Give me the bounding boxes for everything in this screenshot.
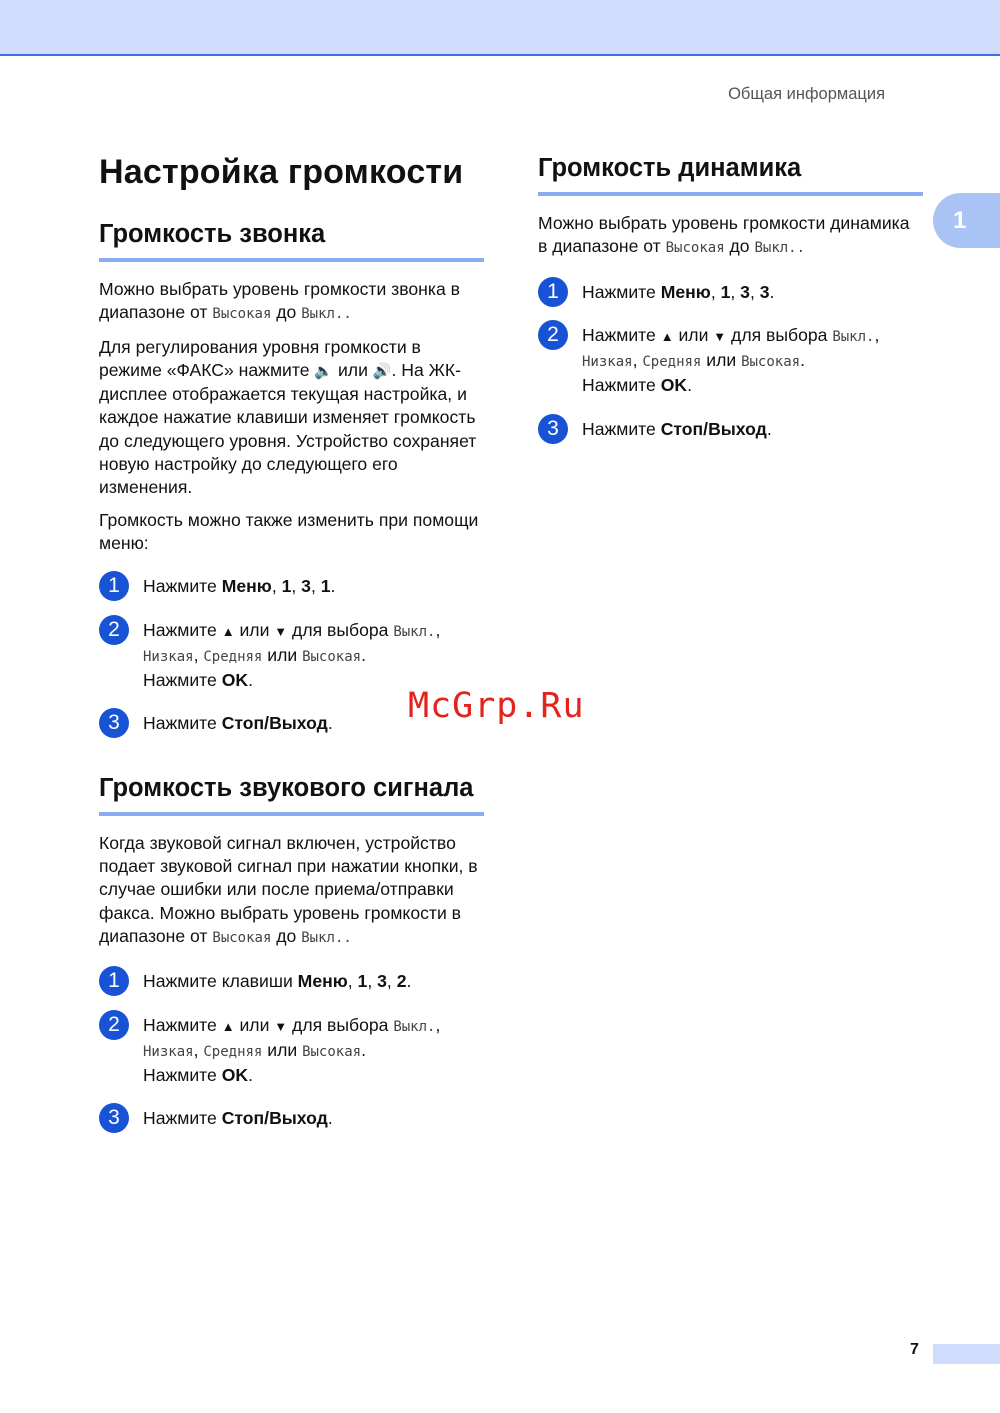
up-arrow-icon: ▲ [221, 1018, 235, 1034]
beep-volume-title: Громкость звукового сигнала [99, 773, 484, 816]
step-number-badge: 2 [538, 320, 568, 350]
chapter-tab: 1 [933, 193, 1000, 248]
step-item: 2 Нажмите ▲ или ▼ для выбора Выкл., Низкая, Средняя или Высокая. Нажмите OK. [99, 619, 484, 693]
step-item: 1 Нажмите Меню, 1, 3, 3. [538, 281, 923, 304]
step-number-badge: 1 [99, 966, 129, 996]
left-column [99, 150, 484, 1131]
ring-intro-paragraph: Можно выбрать уровень громкости звонка в диапазоне от Высокая до Выкл.. [99, 279, 460, 323]
step-number-badge: 1 [99, 571, 129, 601]
step-number-badge: 3 [99, 1103, 129, 1133]
volume-down-icon: 🔈 [314, 362, 334, 380]
step-number-badge: 1 [538, 277, 568, 307]
step-item: 2 Нажмите ▲ или ▼ для выбора Выкл., Низкая, Средняя или Высокая. Нажмите OK. [99, 1014, 484, 1088]
watermark: McGrp.Ru [408, 686, 585, 726]
up-arrow-icon: ▲ [660, 328, 674, 344]
step-item: 2 Нажмите ▲ или ▼ для выбора Выкл., Низкая, Средняя или Высокая. Нажмите OK. [538, 324, 923, 398]
beep-intro-paragraph: Когда звуковой сигнал включен, устройство подает звуковой сигнал при нажатии кнопки, в случае ошибки или после приема/отправки факса. Можно выбрать уровень громкости в диапазоне от Высокая до Выкл.. [99, 832, 478, 946]
top-band [0, 0, 1000, 56]
section-header-title: Общая информация [728, 85, 885, 103]
step-item: 3 Нажмите Стоп/Выход. [99, 1107, 484, 1130]
step-item: 3 Нажмите Стоп/Выход. [538, 418, 923, 441]
speaker-intro-paragraph: Можно выбрать уровень громкости динамика в диапазоне от Высокая до Выкл.. [538, 213, 910, 257]
ring-steps [99, 575, 484, 735]
step-number-badge: 3 [99, 708, 129, 738]
volume-up-icon: 🔊 [372, 362, 392, 380]
step-number-badge: 2 [99, 1010, 129, 1040]
down-arrow-icon: ▼ [274, 623, 288, 639]
step-number-badge: 3 [538, 414, 568, 444]
step-item: 3 Нажмите Стоп/Выход. [99, 712, 484, 735]
beep-steps [99, 970, 484, 1130]
page-number: 7 [910, 1341, 919, 1358]
right-column [538, 150, 923, 441]
ring-menu-paragraph: Громкость можно также изменить при помощи меню: [99, 509, 479, 553]
down-arrow-icon: ▼ [713, 328, 727, 344]
up-arrow-icon: ▲ [221, 623, 235, 639]
step-number-badge: 2 [99, 615, 129, 645]
ring-volume-title: Громкость звонка [99, 219, 484, 262]
down-arrow-icon: ▼ [274, 1018, 288, 1034]
ring-fax-paragraph: Для регулирования уровня громкости в режиме «ФАКС» нажмите 🔈 или 🔊. На ЖК-дисплее отображается текущая настройка, и каждое нажатие клавиши изменяет громкость до следующего уровня. Устройство сохраняет новую настройку до следующего его изменения. [99, 336, 477, 498]
page-heading: Настройка громкости [99, 153, 464, 191]
speaker-steps [538, 281, 923, 441]
step-item: 1 Нажмите Меню, 1, 3, 1. [99, 575, 484, 598]
speaker-volume-title: Громкость динамика [538, 153, 923, 196]
step-item: 1 Нажмите клавиши Меню, 1, 3, 2. [99, 970, 484, 993]
page-tab [933, 1344, 1000, 1364]
